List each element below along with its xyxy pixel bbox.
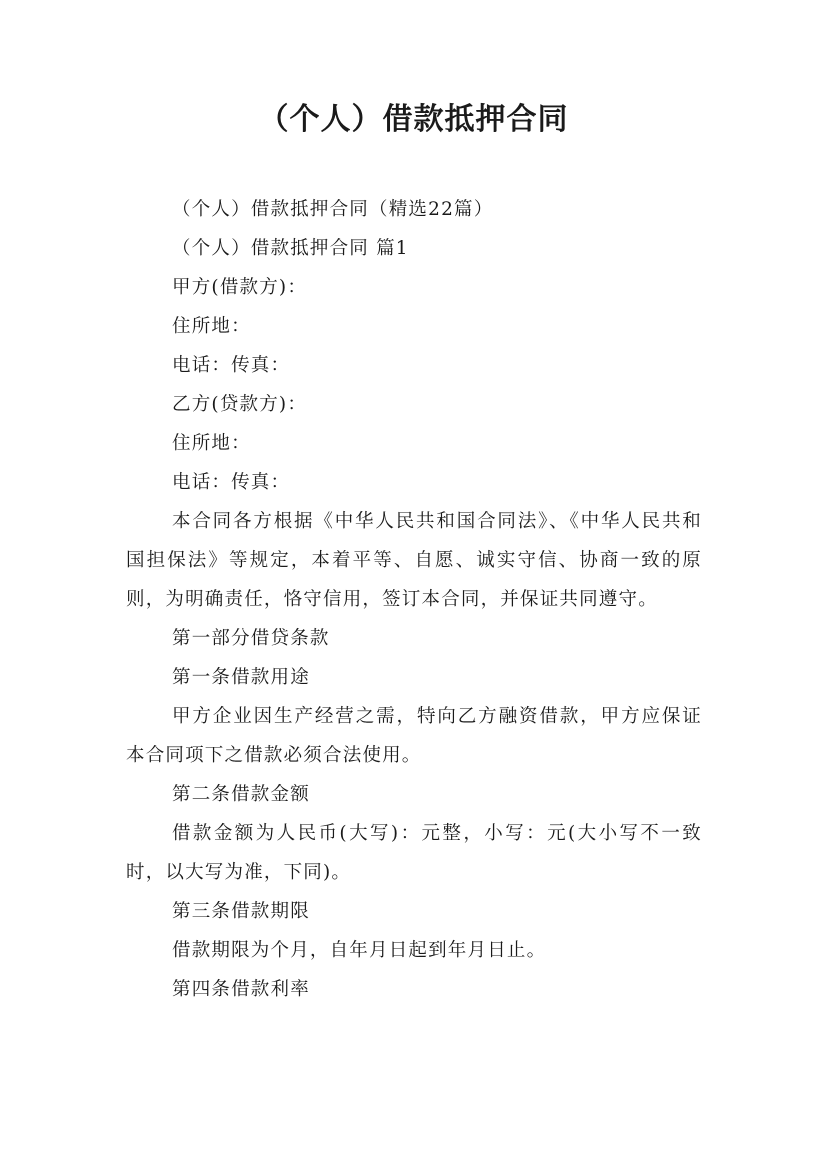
party-b-address: 住所地：	[172, 433, 251, 454]
article-paragraph: 借款期限为个月，自年月日起到年月日止。	[172, 940, 547, 961]
article-heading: 第二条借款金额	[172, 784, 310, 805]
article-heading: 第四条借款利率	[172, 979, 310, 1000]
article-paragraph: 借款金额为人民币(大写)：元整，小写：元(大小写不一致时，以大写为准，下同)。	[126, 823, 702, 883]
article-paragraph: 甲方企业因生产经营之需，特向乙方融资借款，甲方应保证本合同项下之借款必须合法使用。	[126, 706, 702, 766]
part-heading: 第一部分借贷条款	[172, 628, 330, 649]
section-heading: （个人）借款抵押合同 篇1	[172, 238, 409, 259]
document-title: （个人）借款抵押合同	[258, 102, 569, 137]
party-b-contact: 电话：传真：	[172, 472, 291, 493]
party-a-address: 住所地：	[172, 316, 251, 337]
preamble-paragraph: 本合同各方根据《中华人民共和国合同法》、《中华人民共和国担保法》等规定，本着平等、自愿、诚实守信、协商一致的原则，为明确责任，恪守信用，签订本合同，并保证共同遵守。	[126, 511, 702, 610]
article-heading: 第一条借款用途	[172, 667, 310, 688]
party-b-label: 乙方(贷款方)：	[172, 394, 308, 415]
document-body	[126, 190, 702, 1009]
party-a-label: 甲方(借款方)：	[172, 277, 308, 298]
party-a-contact: 电话：传真：	[172, 355, 291, 376]
article-heading: 第三条借款期限	[172, 901, 310, 922]
subtitle-paragraph: （个人）借款抵押合同（精选22篇）	[172, 199, 494, 220]
